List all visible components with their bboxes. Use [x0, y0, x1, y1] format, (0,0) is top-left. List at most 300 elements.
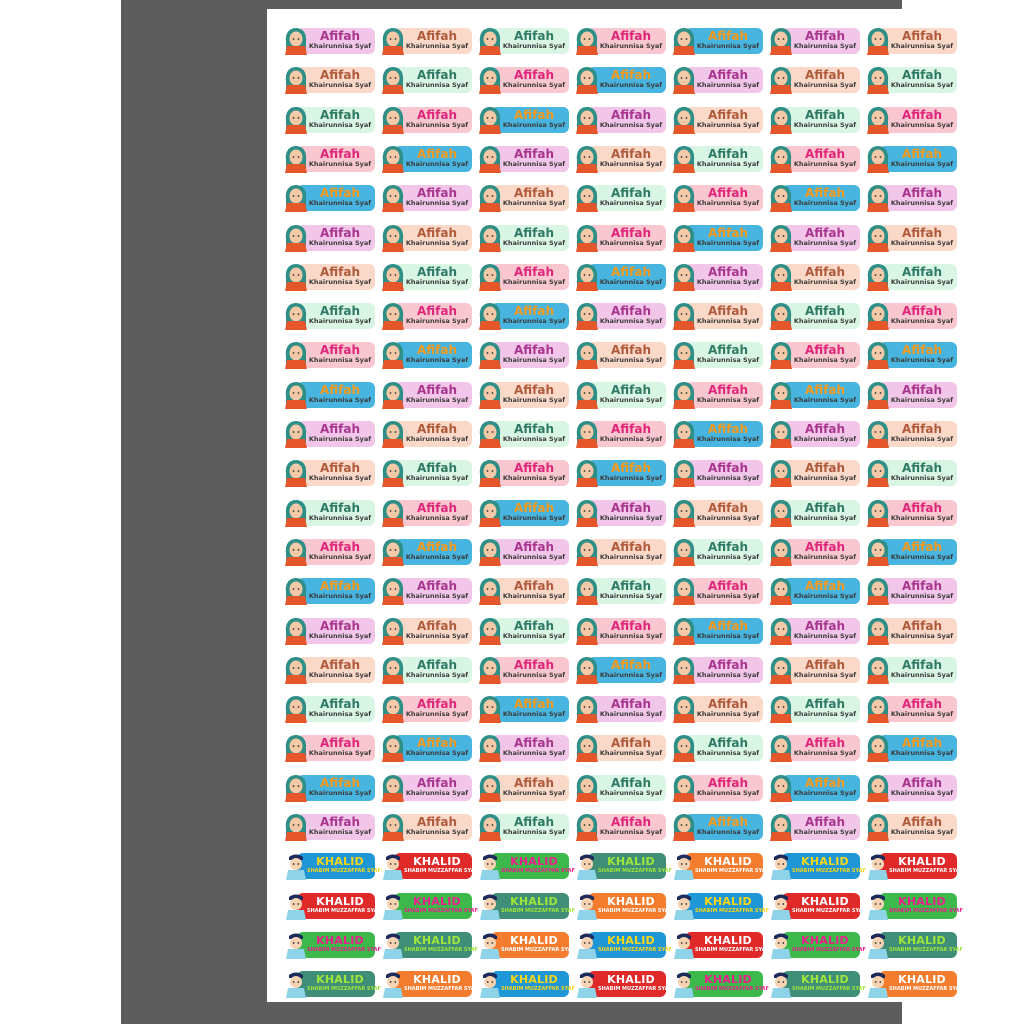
name-label — [671, 655, 763, 685]
label-subtitle: Khairunnisa Syaf — [502, 474, 566, 483]
label-subtitle: Khairunnisa Syaf — [405, 81, 469, 90]
label-name: KHALID — [898, 933, 946, 947]
label-subtitle: Khairunnisa Syaf — [599, 356, 663, 365]
name-label — [671, 301, 763, 331]
label-name: Afifah — [610, 146, 652, 161]
name-label — [477, 26, 569, 56]
label-subtitle: Khairunnisa Syaf — [405, 435, 469, 443]
label-name: Afifah — [804, 775, 846, 790]
label-name: Afifah — [610, 264, 652, 279]
label-name: Afifah — [707, 697, 749, 712]
name-label — [574, 419, 666, 449]
name-label — [283, 105, 375, 135]
hijab-girl-icon — [283, 340, 309, 370]
name-label — [380, 891, 478, 921]
label-name: KHALID — [510, 933, 558, 947]
hijab-girl-icon — [865, 144, 891, 174]
label-subtitle: Khairunnisa Syaf — [793, 317, 857, 326]
label-name: Afifah — [513, 422, 555, 436]
name-label — [768, 851, 866, 881]
label-name: KHALID — [898, 894, 946, 908]
hijab-girl-icon — [477, 537, 503, 567]
name-label — [283, 576, 375, 606]
hijab-girl-icon — [574, 537, 600, 567]
hijab-girl-icon — [380, 301, 406, 331]
hijab-girl-icon — [671, 223, 697, 253]
hijab-girl-icon — [283, 262, 309, 292]
name-label — [477, 812, 569, 842]
label-name: KHALID — [607, 973, 655, 987]
label-name: Afifah — [901, 775, 943, 790]
name-label — [768, 419, 860, 449]
label-name: Afifah — [707, 264, 749, 279]
label-name: Afifah — [513, 579, 555, 594]
label-name: Afifah — [319, 68, 361, 83]
label-name: Afifah — [513, 775, 555, 790]
label-name: Afifah — [804, 500, 846, 515]
label-subtitle: Khairunnisa Syaf — [793, 592, 857, 601]
hijab-girl-icon — [574, 773, 600, 803]
name-label — [283, 301, 375, 331]
name-label — [477, 419, 569, 449]
label-name: Afifah — [707, 815, 749, 829]
label-name: Afifah — [513, 68, 555, 83]
hijab-girl-icon — [865, 733, 891, 763]
name-label — [671, 851, 769, 881]
name-label — [671, 458, 763, 488]
label-name: Afifah — [610, 579, 652, 594]
hijab-girl-icon — [671, 733, 697, 763]
name-label — [477, 223, 569, 253]
label-subtitle: Khairunnisa Syaf — [405, 670, 469, 679]
label-name: Afifah — [416, 618, 458, 633]
name-label — [768, 262, 860, 292]
label-subtitle: Khairunnisa Syaf — [890, 120, 954, 129]
name-label — [283, 380, 375, 410]
label-subtitle: Khairunnisa Syaf — [308, 317, 372, 326]
name-label — [768, 969, 866, 999]
label-name: KHALID — [898, 973, 946, 987]
label-subtitle: SHABIM MUZZAFFAR SYAF — [501, 946, 575, 953]
hijab-girl-icon — [768, 812, 794, 842]
hijab-girl-icon — [380, 458, 406, 488]
label-subtitle: Khairunnisa Syaf — [405, 513, 469, 522]
name-label — [865, 969, 963, 999]
label-name: Afifah — [707, 343, 749, 358]
name-label — [865, 223, 957, 253]
label-subtitle: Khairunnisa Syaf — [793, 474, 857, 483]
hijab-girl-icon — [768, 773, 794, 803]
label-subtitle: Khairunnisa Syaf — [405, 474, 469, 483]
hijab-girl-icon — [768, 144, 794, 174]
label-subtitle: Khairunnisa Syaf — [308, 828, 372, 836]
name-label — [768, 655, 860, 685]
label-subtitle: Khairunnisa Syaf — [599, 199, 663, 208]
label-subtitle: Khairunnisa Syaf — [308, 199, 372, 208]
label-subtitle: Khairunnisa Syaf — [405, 238, 469, 247]
name-label — [865, 773, 957, 803]
label-name: Afifah — [804, 225, 846, 240]
name-label — [671, 930, 769, 960]
name-label — [574, 812, 666, 842]
label-name: Afifah — [804, 657, 846, 672]
hijab-girl-icon — [283, 616, 309, 646]
hijab-girl-icon — [380, 498, 406, 528]
hijab-girl-icon — [768, 223, 794, 253]
label-name: Afifah — [513, 29, 555, 43]
label-subtitle: Khairunnisa Syaf — [599, 631, 663, 640]
hijab-girl-icon — [380, 183, 406, 213]
name-label — [865, 340, 957, 370]
label-name: Afifah — [707, 461, 749, 476]
label-subtitle: Khairunnisa Syaf — [405, 592, 469, 601]
hijab-girl-icon — [283, 419, 309, 449]
label-subtitle: Khairunnisa Syaf — [308, 159, 372, 168]
hijab-girl-icon — [380, 537, 406, 567]
label-subtitle: Khairunnisa Syaf — [696, 592, 760, 601]
name-label — [380, 301, 472, 331]
label-name: KHALID — [801, 973, 849, 987]
label-name: Afifah — [610, 697, 652, 712]
name-label — [865, 930, 963, 960]
label-name: Afifah — [513, 500, 555, 515]
name-label — [768, 223, 860, 253]
label-name: Afifah — [610, 539, 652, 554]
label-subtitle: SHABIM MUZZAFFAR SYAF — [792, 868, 866, 875]
name-label — [380, 183, 472, 213]
name-label — [283, 458, 375, 488]
name-label — [671, 969, 769, 999]
label-name: Afifah — [319, 579, 361, 594]
label-subtitle: Khairunnisa Syaf — [696, 159, 760, 168]
name-label — [477, 498, 569, 528]
label-subtitle: Khairunnisa Syaf — [890, 788, 954, 797]
label-name: Afifah — [319, 146, 361, 161]
label-subtitle: Khairunnisa Syaf — [599, 42, 663, 50]
boy-kufi-icon — [574, 969, 600, 999]
label-name: Afifah — [416, 422, 458, 436]
hijab-girl-icon — [477, 105, 503, 135]
label-name: Afifah — [707, 618, 749, 633]
label-subtitle: Khairunnisa Syaf — [502, 552, 566, 561]
label-subtitle: SHABIM MUZZAFFAR SYAF — [889, 907, 963, 914]
boy-kufi-icon — [671, 891, 697, 921]
label-name: Afifah — [901, 657, 943, 672]
hijab-girl-icon — [283, 655, 309, 685]
hijab-girl-icon — [574, 616, 600, 646]
boy-kufi-icon — [865, 969, 891, 999]
name-label — [477, 105, 569, 135]
label-subtitle: Khairunnisa Syaf — [308, 552, 372, 561]
name-label — [380, 537, 472, 567]
name-label — [380, 105, 472, 135]
label-subtitle: Khairunnisa Syaf — [696, 81, 760, 90]
label-subtitle: Khairunnisa Syaf — [890, 317, 954, 326]
label-name: Afifah — [901, 186, 943, 201]
hijab-girl-icon — [380, 340, 406, 370]
label-name: KHALID — [413, 855, 461, 869]
label-name: Afifah — [610, 657, 652, 672]
label-name: Afifah — [513, 343, 555, 358]
boy-kufi-icon — [768, 851, 794, 881]
label-subtitle: Khairunnisa Syaf — [308, 474, 372, 483]
hijab-girl-icon — [574, 183, 600, 213]
name-label — [574, 930, 672, 960]
label-name: Afifah — [319, 500, 361, 515]
label-name: Afifah — [804, 29, 846, 43]
name-label — [574, 576, 666, 606]
name-label — [671, 733, 763, 763]
name-label — [865, 419, 957, 449]
label-subtitle: Khairunnisa Syaf — [405, 828, 469, 836]
name-label — [768, 891, 866, 921]
name-label — [477, 65, 569, 95]
label-subtitle: Khairunnisa Syaf — [696, 238, 760, 247]
label-name: Afifah — [901, 500, 943, 515]
label-subtitle: SHABIM MUZZAFFAR SYAF — [598, 868, 672, 875]
boy-kufi-icon — [865, 891, 891, 921]
name-label — [380, 812, 472, 842]
hijab-girl-icon — [671, 773, 697, 803]
hijab-girl-icon — [865, 576, 891, 606]
label-name: Afifah — [707, 775, 749, 790]
boy-kufi-icon — [671, 969, 697, 999]
hijab-girl-icon — [671, 340, 697, 370]
label-name: Afifah — [901, 264, 943, 279]
name-label — [283, 262, 375, 292]
label-name: Afifah — [416, 146, 458, 161]
hijab-girl-icon — [477, 733, 503, 763]
label-subtitle: Khairunnisa Syaf — [696, 513, 760, 522]
name-label — [671, 891, 769, 921]
hijab-girl-icon — [865, 26, 891, 56]
hijab-girl-icon — [574, 65, 600, 95]
label-subtitle: Khairunnisa Syaf — [405, 159, 469, 168]
hijab-girl-icon — [865, 340, 891, 370]
label-name: Afifah — [319, 343, 361, 358]
hijab-girl-icon — [574, 380, 600, 410]
hijab-girl-icon — [671, 301, 697, 331]
label-subtitle: Khairunnisa Syaf — [890, 277, 954, 286]
name-label — [574, 144, 666, 174]
label-name: Afifah — [416, 657, 458, 672]
name-label — [671, 65, 763, 95]
hijab-girl-icon — [380, 419, 406, 449]
label-name: Afifah — [416, 29, 458, 43]
hijab-girl-icon — [671, 380, 697, 410]
hijab-girl-icon — [574, 812, 600, 842]
label-name: Afifah — [610, 422, 652, 436]
hijab-girl-icon — [283, 458, 309, 488]
label-subtitle: Khairunnisa Syaf — [696, 317, 760, 326]
label-subtitle: Khairunnisa Syaf — [599, 788, 663, 797]
label-subtitle: Khairunnisa Syaf — [502, 749, 566, 758]
label-subtitle: Khairunnisa Syaf — [502, 238, 566, 247]
hijab-girl-icon — [671, 419, 697, 449]
label-subtitle: Khairunnisa Syaf — [405, 749, 469, 758]
label-subtitle: Khairunnisa Syaf — [308, 81, 372, 90]
label-name: Afifah — [610, 500, 652, 515]
label-subtitle: Khairunnisa Syaf — [890, 631, 954, 640]
name-label — [283, 144, 375, 174]
label-subtitle: SHABIM MUZZAFFAR SYAF — [695, 946, 769, 953]
hijab-girl-icon — [477, 183, 503, 213]
hijab-girl-icon — [768, 655, 794, 685]
name-label — [380, 26, 472, 56]
label-name: Afifah — [707, 107, 749, 122]
label-name: Afifah — [513, 264, 555, 279]
label-subtitle: Khairunnisa Syaf — [405, 199, 469, 208]
label-name: Afifah — [416, 186, 458, 201]
name-label — [477, 144, 569, 174]
label-subtitle: Khairunnisa Syaf — [308, 435, 372, 443]
label-name: Afifah — [901, 343, 943, 358]
name-label — [671, 262, 763, 292]
label-name: Afifah — [901, 461, 943, 476]
label-subtitle: SHABIM MUZZAFFAR SYAF — [792, 946, 866, 953]
name-label — [283, 694, 375, 724]
hijab-girl-icon — [768, 419, 794, 449]
name-label — [768, 301, 860, 331]
label-subtitle: Khairunnisa Syaf — [599, 710, 663, 719]
label-subtitle: Khairunnisa Syaf — [502, 159, 566, 168]
label-name: Afifah — [804, 343, 846, 358]
label-subtitle: Khairunnisa Syaf — [308, 631, 372, 640]
label-subtitle: SHABIM MUZZAFFAR SYAF — [501, 907, 575, 914]
label-subtitle: Khairunnisa Syaf — [405, 552, 469, 561]
label-name: Afifah — [804, 618, 846, 633]
boy-kufi-icon — [380, 930, 406, 960]
name-label — [283, 655, 375, 685]
boy-kufi-icon — [574, 851, 600, 881]
label-name: Afifah — [901, 815, 943, 829]
hijab-girl-icon — [574, 26, 600, 56]
name-label — [865, 694, 957, 724]
boy-kufi-icon — [768, 891, 794, 921]
label-name: Afifah — [804, 146, 846, 161]
hijab-girl-icon — [380, 773, 406, 803]
label-name: Afifah — [319, 422, 361, 436]
name-label — [380, 419, 472, 449]
hijab-girl-icon — [671, 262, 697, 292]
label-subtitle: SHABIM MUZZAFFAR SYAF — [695, 907, 769, 914]
hijab-girl-icon — [574, 655, 600, 685]
hijab-girl-icon — [477, 340, 503, 370]
label-subtitle: SHABIM MUZZAFFAR SYAF — [695, 986, 769, 993]
label-name: Afifah — [610, 618, 652, 633]
name-label — [671, 773, 763, 803]
hijab-girl-icon — [283, 537, 309, 567]
label-sheet — [267, 9, 1000, 1002]
label-name: Afifah — [901, 225, 943, 240]
boy-kufi-icon — [477, 969, 503, 999]
label-subtitle: Khairunnisa Syaf — [793, 710, 857, 719]
name-label — [671, 183, 763, 213]
label-name: Afifah — [416, 775, 458, 790]
label-subtitle: Khairunnisa Syaf — [405, 120, 469, 129]
label-name: KHALID — [413, 894, 461, 908]
label-name: Afifah — [610, 68, 652, 83]
label-subtitle: Khairunnisa Syaf — [502, 199, 566, 208]
label-name: KHALID — [801, 894, 849, 908]
hijab-girl-icon — [768, 301, 794, 331]
name-label — [865, 812, 957, 842]
name-label — [768, 183, 860, 213]
label-subtitle: SHABIM MUZZAFFAR SYAF — [307, 946, 381, 953]
label-subtitle: Khairunnisa Syaf — [696, 670, 760, 679]
name-label — [380, 851, 478, 881]
name-label — [671, 812, 763, 842]
label-name: Afifah — [416, 225, 458, 240]
hijab-girl-icon — [283, 65, 309, 95]
label-subtitle: SHABIM MUZZAFFAR SYAF — [792, 986, 866, 993]
label-subtitle: Khairunnisa Syaf — [696, 356, 760, 365]
hijab-girl-icon — [380, 694, 406, 724]
label-name: Afifah — [901, 539, 943, 554]
label-subtitle: Khairunnisa Syaf — [502, 42, 566, 50]
name-label — [380, 930, 478, 960]
hijab-girl-icon — [283, 223, 309, 253]
label-subtitle: Khairunnisa Syaf — [793, 238, 857, 247]
label-subtitle: Khairunnisa Syaf — [308, 710, 372, 719]
label-subtitle: Khairunnisa Syaf — [405, 317, 469, 326]
hijab-girl-icon — [574, 340, 600, 370]
label-name: Afifah — [804, 736, 846, 751]
label-subtitle: Khairunnisa Syaf — [793, 749, 857, 758]
hijab-girl-icon — [865, 223, 891, 253]
label-name: Afifah — [416, 736, 458, 751]
label-name: Afifah — [513, 618, 555, 633]
hijab-girl-icon — [768, 537, 794, 567]
label-name: Afifah — [901, 29, 943, 43]
label-name: KHALID — [607, 894, 655, 908]
label-name: Afifah — [416, 697, 458, 712]
name-label — [574, 301, 666, 331]
name-label — [380, 340, 472, 370]
label-subtitle: Khairunnisa Syaf — [696, 395, 760, 404]
hijab-girl-icon — [671, 65, 697, 95]
name-label — [283, 891, 381, 921]
label-subtitle: SHABIM MUZZAFFAR SYAF — [598, 986, 672, 993]
name-label — [574, 65, 666, 95]
name-label — [477, 655, 569, 685]
hijab-girl-icon — [865, 419, 891, 449]
label-name: Afifah — [804, 461, 846, 476]
name-label — [380, 498, 472, 528]
label-name: Afifah — [707, 579, 749, 594]
label-name: Afifah — [319, 657, 361, 672]
label-name: KHALID — [898, 855, 946, 869]
label-name: Afifah — [707, 657, 749, 672]
hijab-girl-icon — [865, 458, 891, 488]
boy-kufi-icon — [671, 930, 697, 960]
hijab-girl-icon — [768, 340, 794, 370]
label-name: Afifah — [610, 775, 652, 790]
label-name: Afifah — [416, 461, 458, 476]
name-label — [380, 262, 472, 292]
name-label — [477, 694, 569, 724]
label-name: Afifah — [319, 697, 361, 712]
label-name: KHALID — [316, 855, 364, 869]
label-subtitle: Khairunnisa Syaf — [793, 395, 857, 404]
name-label — [477, 616, 569, 646]
label-name: Afifah — [901, 618, 943, 633]
label-name: Afifah — [513, 186, 555, 201]
label-name: Afifah — [416, 500, 458, 515]
name-label — [574, 537, 666, 567]
label-name: Afifah — [610, 304, 652, 319]
boy-kufi-icon — [671, 851, 697, 881]
